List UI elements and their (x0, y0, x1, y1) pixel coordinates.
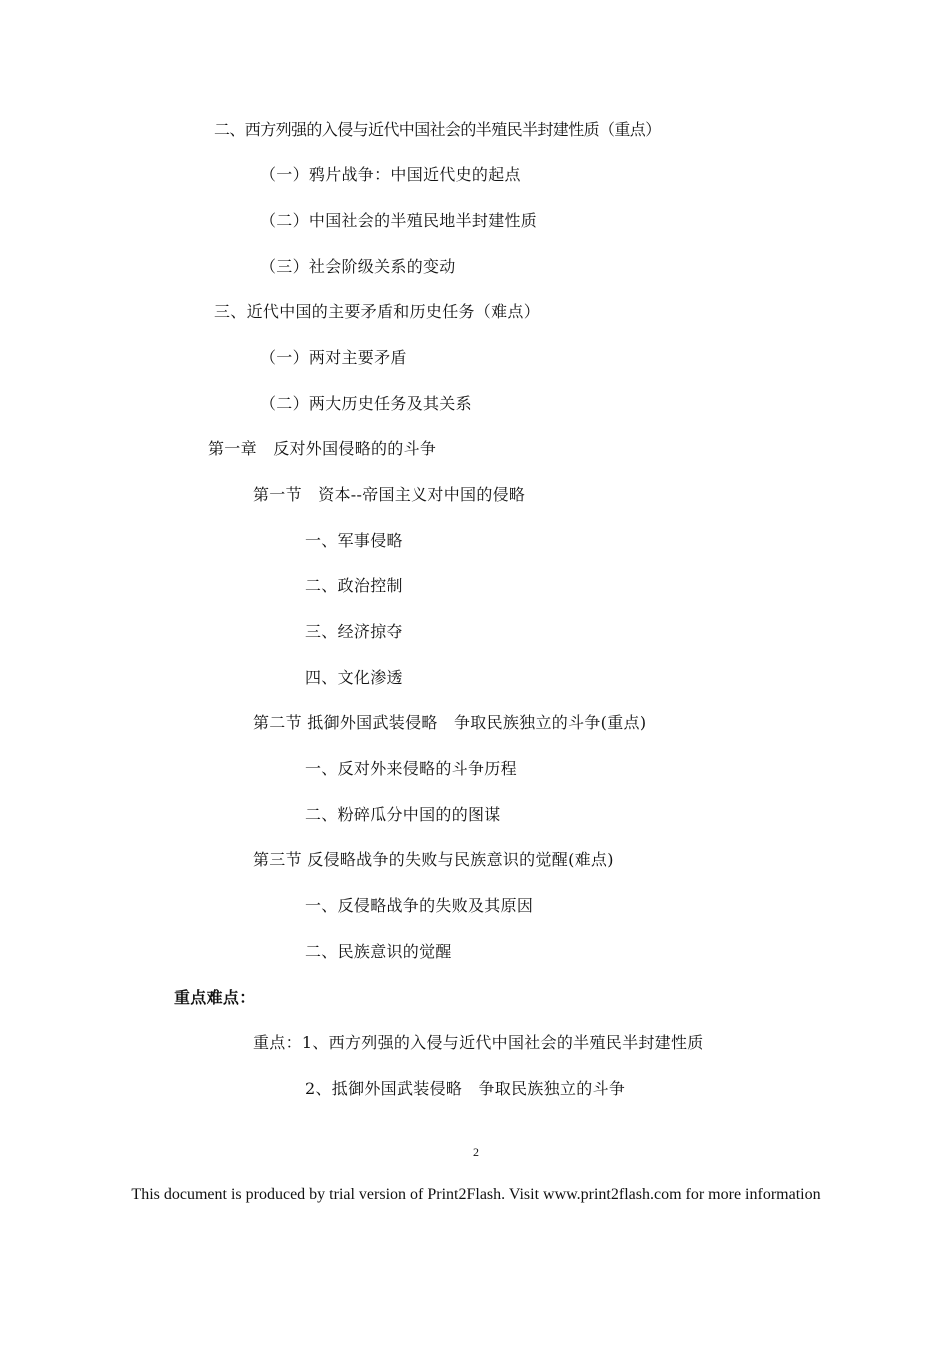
subsection-item: （二）中国社会的半殖民地半封建性质 (260, 211, 538, 230)
chapter-heading: 第一章 反对外国侵略的的斗争 (208, 439, 437, 458)
section-heading: 第三节 反侵略战争的失败与民族意识的觉醒(难点) (253, 850, 614, 869)
subsection-item: （一）两对主要矛盾 (260, 348, 407, 367)
list-item: 三、经济掠夺 (305, 622, 403, 641)
key-point-item: 2、抵御外国武装侵略 争取民族独立的斗争 (305, 1079, 626, 1098)
subsection-item: （一）鸦片战争：中国近代史的起点 (260, 165, 521, 184)
list-item: 四、文化渗透 (305, 668, 403, 687)
subsection-item: （三）社会阶级关系的变动 (260, 257, 456, 276)
section-heading: 第一节 资本--帝国主义对中国的侵略 (253, 485, 526, 504)
trial-footer: This document is produced by trial version of Print2Flash. Visit www.print2flash.com for more information (131, 1186, 821, 1203)
list-item: 二、民族意识的觉醒 (305, 942, 452, 961)
list-item: 二、粉碎瓜分中国的的图谋 (305, 805, 501, 824)
subsection-item: （二）两大历史任务及其关系 (260, 394, 472, 413)
key-points-heading: 重点难点： (174, 988, 256, 1007)
page-number: 2 (473, 1145, 479, 1159)
list-item: 二、政治控制 (305, 576, 403, 595)
list-item: 一、反侵略战争的失败及其原因 (305, 896, 534, 915)
section-heading: 二、西方列强的入侵与近代中国社会的半殖民半封建性质（重点） (214, 120, 661, 139)
key-point-item: 重点：1、西方列强的入侵与近代中国社会的半殖民半封建性质 (253, 1033, 704, 1052)
section-heading: 三、近代中国的主要矛盾和历史任务（难点） (214, 302, 541, 321)
section-heading: 第二节 抵御外国武装侵略 争取民族独立的斗争(重点) (253, 713, 647, 732)
list-item: 一、反对外来侵略的斗争历程 (305, 759, 517, 778)
list-item: 一、军事侵略 (305, 531, 403, 550)
